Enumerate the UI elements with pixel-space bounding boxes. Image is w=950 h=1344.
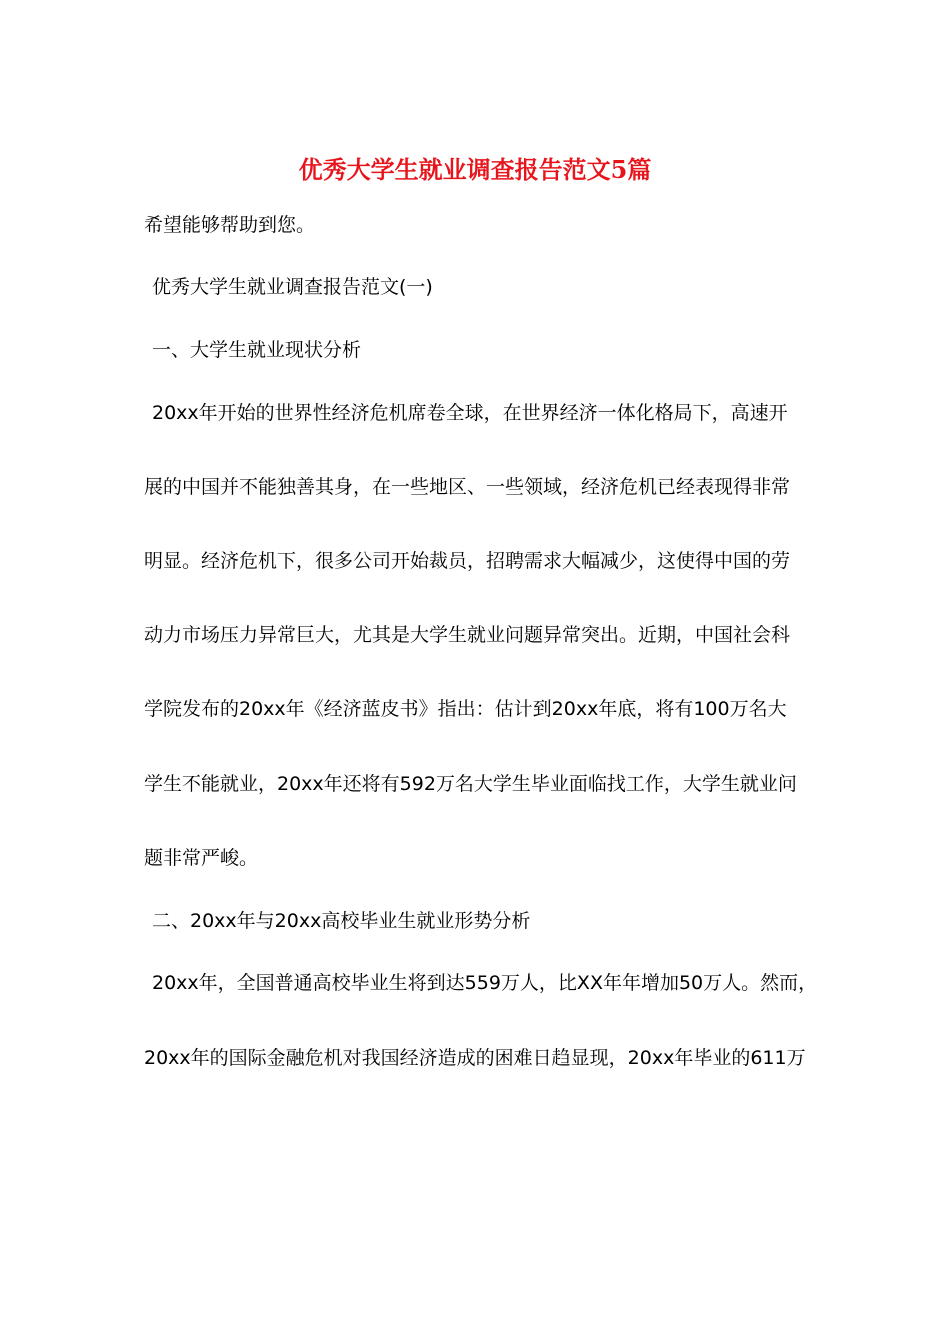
section-heading: 一、大学生就业现状分析 bbox=[152, 339, 362, 361]
paragraph-line: 明显。经济危机下，很多公司开始裁员，招聘需求大幅减少，这使得中国的劳 bbox=[144, 550, 791, 572]
paragraph-line: 20xx年的国际金融危机对我国经济造成的困难日趋显现，20xx年毕业的611万 bbox=[144, 1047, 806, 1069]
paragraph-line: 希望能够帮助到您。 bbox=[144, 214, 316, 236]
paragraph-line: 学生不能就业，20xx年还将有592万名大学生毕业面临找工作，大学生就业问 bbox=[144, 773, 797, 795]
paragraph-line: 展的中国并不能独善其身，在一些地区、一些领域，经济危机已经表现得非常 bbox=[144, 476, 791, 498]
paragraph-line: 学院发布的20xx年《经济蓝皮书》指出：估计到20xx年底，将有100万名大 bbox=[144, 698, 787, 720]
paragraph-line: 动力市场压力异常巨大，尤其是大学生就业问题异常突出。近期，中国社会科 bbox=[144, 624, 791, 646]
document-title: 优秀大学生就业调查报告范文5篇 bbox=[298, 155, 652, 184]
paragraph-line: 题非常严峻。 bbox=[144, 847, 259, 869]
paragraph-line: 20xx年开始的世界性经济危机席卷全球，在世界经济一体化格局下，高速开 bbox=[152, 402, 788, 424]
section-heading: 优秀大学生就业调查报告范文(一) bbox=[152, 276, 433, 298]
section-heading: 二、20xx年与20xx高校毕业生就业形势分析 bbox=[152, 910, 531, 932]
paragraph-line: 20xx年，全国普通高校毕业生将到达559万人，比XX年年增加50万人。然而， bbox=[152, 972, 818, 994]
